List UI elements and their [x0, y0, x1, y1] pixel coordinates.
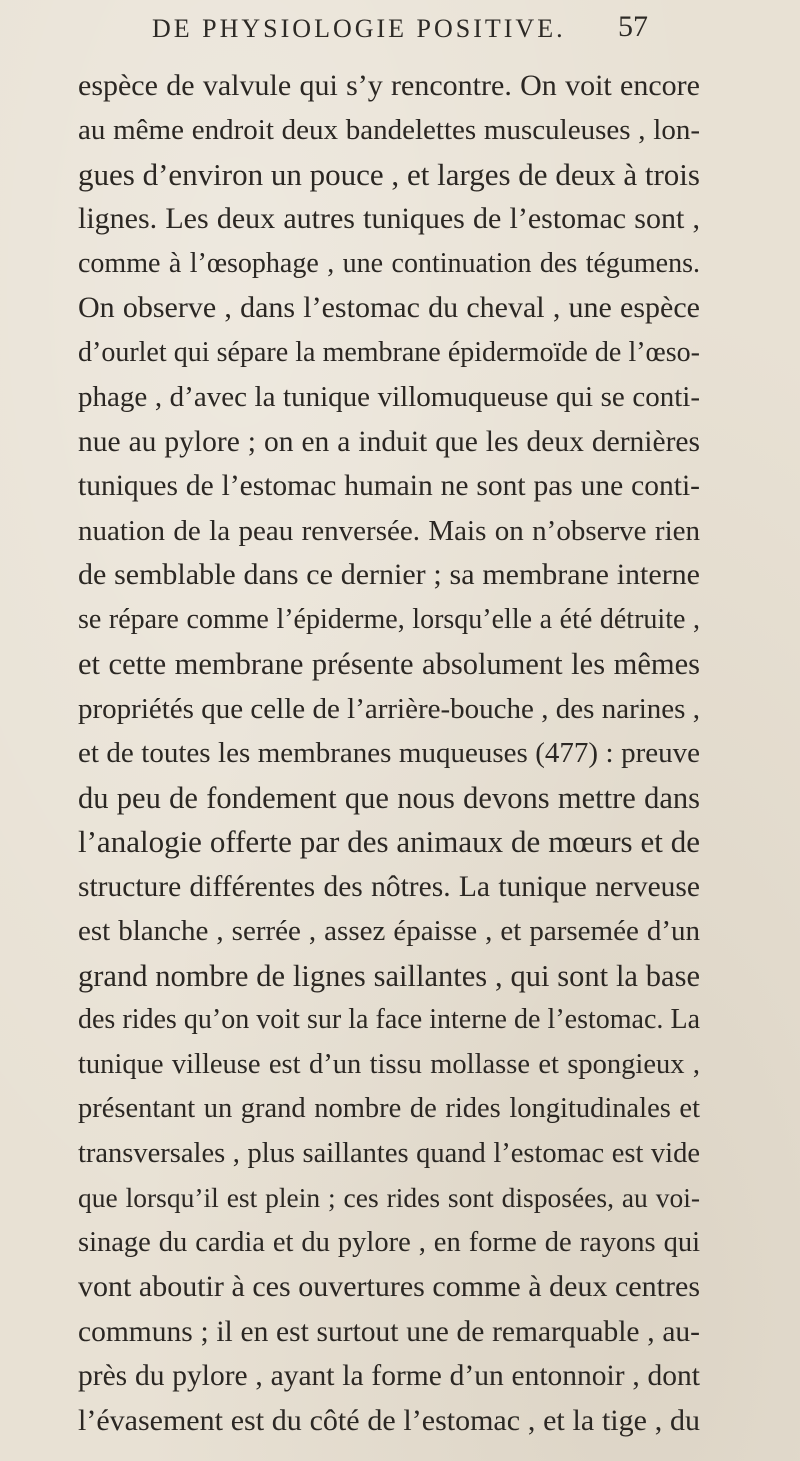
running-title: DE PHYSIOLOGIE POSITIVE. [152, 14, 566, 43]
page-header [0, 4, 800, 54]
text-line: près du pylore , ayant la forme d’un entonnoir , dont [78, 1360, 700, 1392]
text-line: tuniques de l’estomac humain ne sont pas une conti- [78, 470, 700, 502]
text-line: gues d’environ un pouce , et larges de deux à trois [78, 157, 700, 192]
text-line: se répare comme l’épiderme, lorsqu’elle a été détruite , [78, 604, 700, 635]
text-line: communs ; il en est surtout une de remarquable , au- [78, 1316, 700, 1348]
text-line: On observe , dans l’estomac du cheval , une espèce [78, 291, 700, 324]
text-line: grand nombre de lignes saillantes , qui sont la base [78, 959, 700, 993]
text-line: propriétés que celle de l’arrière-bouche , des narines , [78, 693, 700, 725]
text-line: phage , d’avec la tunique villomuqueuse qui se conti- [78, 381, 700, 413]
text-line: que lorsqu’il est plein ; ces rides sont disposées, au voi- [78, 1182, 700, 1213]
text-line: présentant un grand nombre de rides longitudinales et [78, 1093, 700, 1124]
text-line: vont aboutir à ces ouvertures comme à deux centres [78, 1270, 700, 1303]
text-line: au même endroit deux bandelettes musculeuses , lon- [78, 114, 700, 146]
text-line: comme à l’œsophage , une continuation des tégumens. [78, 248, 700, 279]
text-line: du peu de fondement que nous devons mettre dans [78, 781, 700, 815]
text-line: et de toutes les membranes muqueuses (477) : preuve [78, 737, 700, 769]
text-line: d’ourlet qui sépare la membrane épidermoïde de l’œso- [78, 337, 700, 368]
text-line: des rides qu’on voit sur la face interne de l’estomac. La [78, 1004, 700, 1035]
page-number: 57 [618, 10, 648, 43]
text-line: tunique villeuse est d’un tissu mollasse et spongieux , [78, 1049, 700, 1080]
text-line: espèce de valvule qui s’y rencontre. On voit encore [78, 69, 700, 102]
text-line: l’évasement est du côté de l’estomac , et la tige , du [78, 1404, 700, 1437]
text-line: et cette membrane présente absolument les mêmes [78, 647, 700, 681]
text-line: lignes. Les deux autres tuniques de l’estomac sont , [78, 202, 700, 235]
text-line: de semblable dans ce dernier ; sa membrane interne [78, 558, 700, 591]
text-line: structure différentes des nôtres. La tunique nerveuse [78, 871, 700, 903]
text-line: est blanche , serrée , assez épaisse , et parsemée d’un [78, 915, 700, 947]
text-line: nuation de la peau renversée. Mais on n’observe rien [78, 515, 700, 547]
text-line: nue au pylore ; on en a induit que les deux dernières [78, 426, 700, 458]
text-line: sinage du cardia et du pylore , en forme de rayons qui [78, 1227, 700, 1258]
text-line: l’analogie offerte par des animaux de mœurs et de [78, 824, 700, 859]
text-line: transversales , plus saillantes quand l’estomac est vide [78, 1138, 700, 1169]
